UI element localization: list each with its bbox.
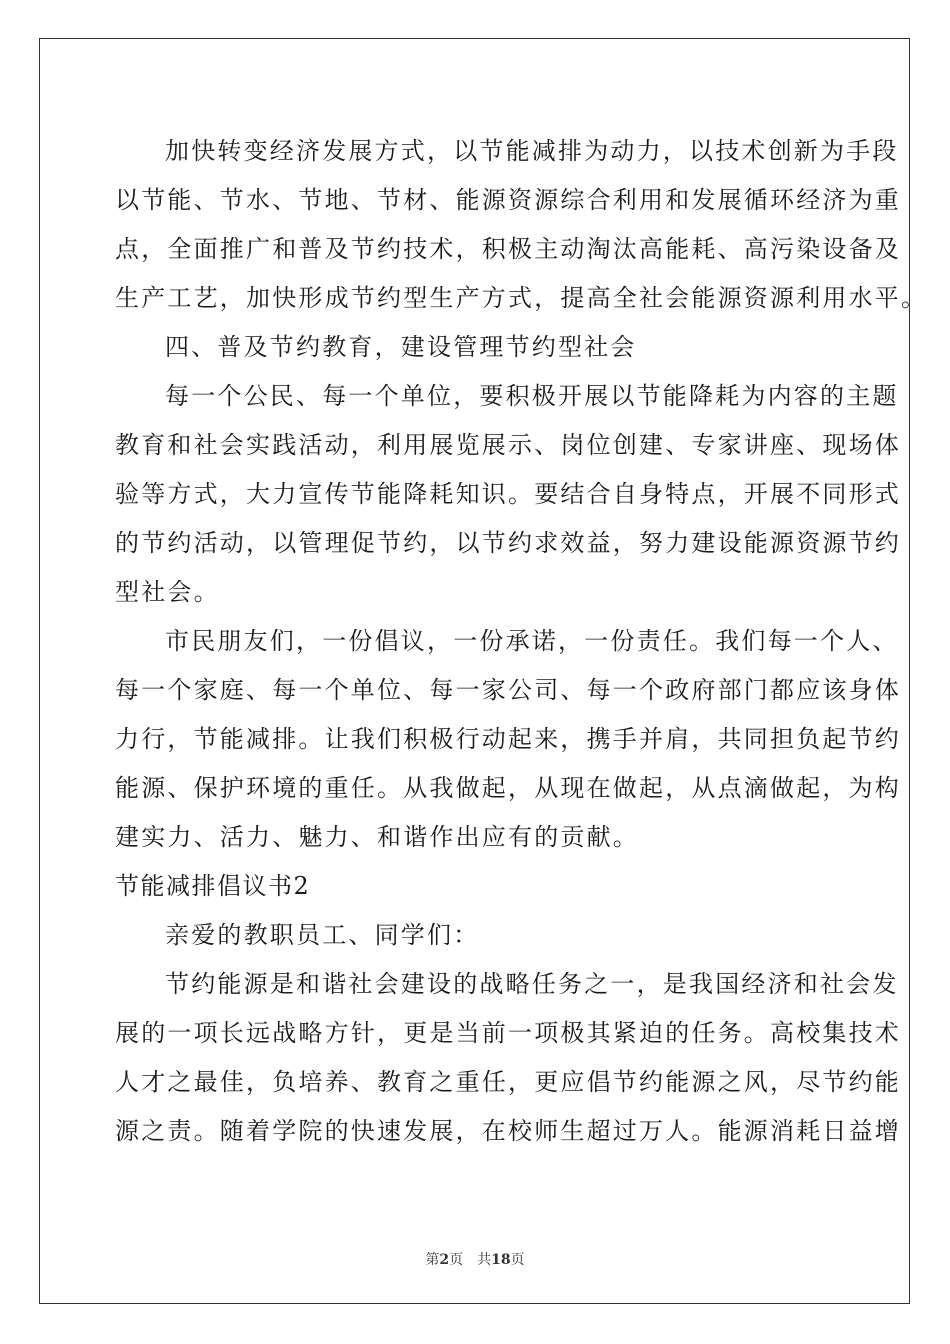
page-suffix: 页	[449, 1252, 464, 1268]
text-line: 力行，节能减排。让我们积极行动起来，携手并肩，共同担负起节约	[115, 725, 901, 753]
text-line: 节约能源是和谐社会建设的战略任务之一，是我国经济和社会发	[165, 970, 899, 998]
text-line: 生产工艺，加快形成节约型生产方式，提高全社会能源资源利用水平。	[115, 284, 928, 312]
text-line: 建实力、活力、魅力、和谐作出应有的贡献。	[115, 823, 639, 851]
text-line: 点，全面推广和普及节约技术，积极主动淘汰高能耗、高污染设备及	[115, 235, 901, 263]
page-footer	[0, 1249, 950, 1269]
page-number: 2	[439, 1252, 450, 1268]
text-line: 展的一项长远战略方针，更是当前一项极其紧迫的任务。高校集技术	[115, 1019, 901, 1047]
text-line: 源之责。随着学院的快速发展，在校师生超过万人。能源消耗日益增	[115, 1117, 901, 1145]
salutation: 亲爱的教职员工、同学们：	[165, 921, 480, 949]
document-body	[115, 127, 928, 1156]
text-line: 加快转变经济发展方式，以节能减排为动力，以技术创新为手段	[165, 137, 899, 165]
text-line: 验等方式，大力宣传节能降耗知识。要结合自身特点，开展不同形式	[115, 480, 901, 508]
total-prefix: 共	[477, 1252, 492, 1268]
text-line: 教育和社会实践活动，利用展览展示、岗位创建、专家讲座、现场体	[115, 431, 901, 459]
text-line: 以节能、节水、节地、节材、能源资源综合利用和发展循环经济为重	[115, 186, 901, 214]
text-line: 的节约活动，以管理促节约，以节约求效益，努力建设能源资源节约	[115, 529, 901, 557]
text-line: 每一个公民、每一个单位，要积极开展以节能降耗为内容的主题	[165, 382, 899, 410]
text-line: 人才之最佳，负培养、教育之重任，更应倡节约能源之风，尽节约能	[115, 1068, 901, 1096]
text-line: 市民朋友们，一份倡议，一份承诺，一份责任。我们每一个人、	[165, 627, 899, 655]
text-line: 型社会。	[115, 578, 220, 606]
section-heading: 四、普及节约教育，建设管理节约型社会	[165, 333, 637, 361]
text-line: 能源、保护环境的重任。从我做起，从现在做起，从点滴做起，为构	[115, 774, 901, 802]
total-suffix: 页	[510, 1252, 525, 1268]
page-prefix: 第	[425, 1252, 440, 1268]
document-title: 节能减排倡议书2	[115, 872, 311, 900]
text-line: 每一个家庭、每一个单位、每一家公司、每一个政府部门都应该身体	[115, 676, 901, 704]
total-pages: 18	[491, 1252, 511, 1268]
